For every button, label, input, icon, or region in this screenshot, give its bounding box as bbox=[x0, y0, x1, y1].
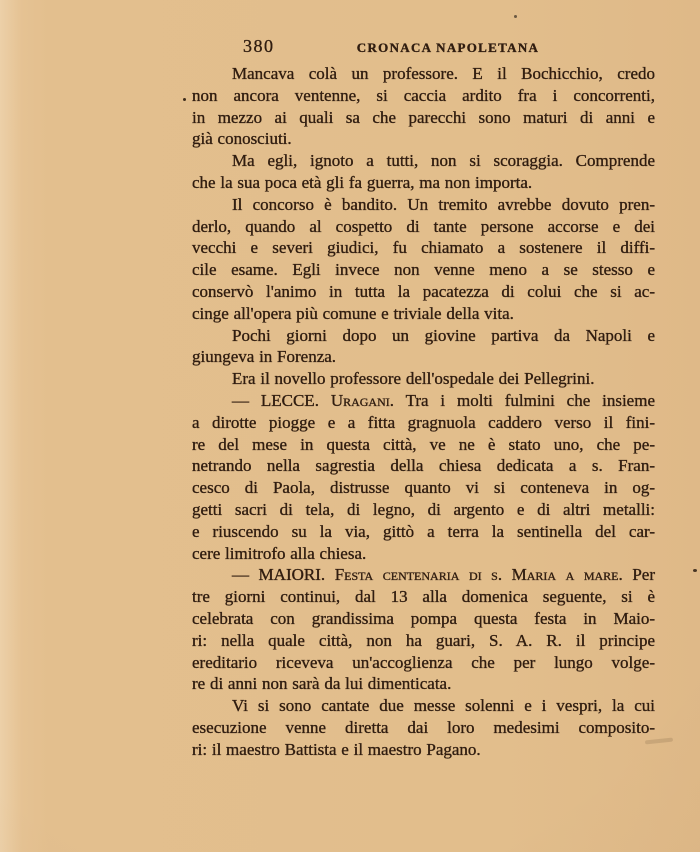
text-run: netrando nella sagrestia della chiesa dedicata a s. Fran- bbox=[192, 456, 655, 476]
text-run: Ma egli, ignoto a tutti, non si scoraggia. Comprende bbox=[232, 151, 655, 171]
text-run: Era il novello professore dell'ospedale dei Pellegrini. bbox=[232, 369, 595, 389]
text-line bbox=[192, 717, 655, 739]
text-line bbox=[192, 586, 655, 608]
text-line bbox=[192, 325, 655, 347]
text-run: ri: nella quale città, non ha guari, S. A. R. il principe bbox=[192, 630, 655, 650]
text-line bbox=[192, 259, 655, 281]
text-run: Mancava colà un professore. E il Bochicchio, credo bbox=[232, 64, 655, 83]
text-run: celebrata con grandissima pompa questa festa in Maio- bbox=[192, 608, 655, 628]
text-run: — LECCE. bbox=[232, 390, 331, 410]
text-line bbox=[192, 194, 655, 216]
text-run: cere limitrofo alla chiesa. bbox=[192, 543, 367, 563]
text-line bbox=[192, 216, 655, 238]
text-line bbox=[192, 150, 655, 172]
text-line bbox=[192, 434, 655, 456]
text-run: Tra i molti fulmini che insieme bbox=[394, 390, 655, 410]
text-run: ereditario riceveva un'accoglienza che per lungo volge- bbox=[192, 652, 655, 672]
text-run: Per bbox=[622, 565, 655, 585]
text-line bbox=[192, 368, 655, 390]
text-run: tre giorni continui, dal 13 alla domenica seguente, si è bbox=[192, 587, 655, 607]
text-run: — MAIORI. bbox=[232, 565, 335, 585]
text-line bbox=[192, 499, 655, 521]
text-line bbox=[192, 564, 655, 586]
text-run: che la sua poca età gli fa guerra, ma non importa. bbox=[192, 172, 533, 192]
ink-speck bbox=[514, 15, 517, 18]
smallcaps-heading: Festa centenaria di s. Maria a mare. bbox=[334, 565, 623, 585]
text-run: in mezzo ai quali sa che parecchi sono maturi di anni e bbox=[192, 107, 655, 127]
text-run: conservò l'animo in tutta la pacatezza di colui che si ac- bbox=[192, 281, 655, 301]
text-line bbox=[192, 281, 655, 303]
text-line bbox=[192, 477, 655, 499]
text-run: getti sacri di tela, di legno, di argento e di altri metalli: bbox=[192, 499, 655, 519]
text-run: esecuzione venne diretta dai loro medesimi composito- bbox=[192, 717, 655, 737]
text-run: Vi si sono cantate due messe solenni e i vespri, la cui bbox=[232, 696, 655, 716]
text-line bbox=[192, 695, 655, 717]
text-run: Il concorso è bandito. Un tremito avrebbe dovuto pren- bbox=[232, 194, 655, 214]
text-run: derlo, quando al cospetto di tante persone accorse e dei bbox=[192, 216, 655, 236]
text-line bbox=[192, 63, 655, 85]
text-run: non ancora ventenne, si caccia ardito fra i concorrenti, bbox=[192, 85, 655, 105]
text-run: a dirotte piogge e a fitta gragnuola caddero verso il fini- bbox=[192, 412, 655, 432]
text-block bbox=[192, 63, 655, 761]
text-line bbox=[192, 652, 655, 674]
text-line bbox=[192, 521, 655, 543]
text-run: già conosciuti. bbox=[192, 129, 292, 149]
text-line bbox=[192, 673, 655, 695]
text-run: e riuscendo su la via, gittò a terra la sentinella del car- bbox=[192, 521, 655, 541]
text-line bbox=[192, 608, 655, 630]
text-run: cinge all'opera più comune e triviale della vita. bbox=[192, 303, 514, 323]
text-line bbox=[192, 630, 655, 652]
text-line bbox=[192, 303, 655, 325]
text-line bbox=[192, 107, 655, 129]
text-run: cile esame. Egli invece non venne meno a se stesso e bbox=[192, 260, 655, 280]
text-line bbox=[192, 237, 655, 259]
text-run: re del mese in questa città, ve ne è stato uno, che pe- bbox=[192, 434, 655, 454]
text-line bbox=[192, 543, 655, 565]
ink-speck bbox=[183, 98, 186, 101]
running-title: CRONACA NAPOLETANA bbox=[356, 40, 540, 55]
text-line bbox=[192, 128, 655, 150]
text-run: giungeva in Forenza. bbox=[192, 347, 337, 367]
page-number: 380 bbox=[243, 36, 275, 56]
text-run: vecchi e severi giudici, fu chiamato a sostenere il diffi- bbox=[192, 238, 655, 258]
text-line bbox=[192, 455, 655, 477]
text-run: cesco di Paola, distrusse quanto vi si conteneva in og- bbox=[192, 478, 655, 498]
text-run: Pochi giorni dopo un giovine partiva da Napoli e bbox=[232, 325, 655, 345]
text-line bbox=[192, 390, 655, 412]
ink-speck bbox=[693, 569, 697, 572]
text-line bbox=[192, 85, 655, 107]
text-run: re di anni non sarà da lui dimenticata. bbox=[192, 674, 452, 694]
text-run: ri: il maestro Battista e il maestro Pagano. bbox=[192, 739, 481, 759]
text-line bbox=[192, 346, 655, 368]
smallcaps-heading: Uragani. bbox=[330, 390, 395, 410]
text-line bbox=[192, 739, 655, 761]
text-line bbox=[192, 412, 655, 434]
text-line bbox=[192, 172, 655, 194]
